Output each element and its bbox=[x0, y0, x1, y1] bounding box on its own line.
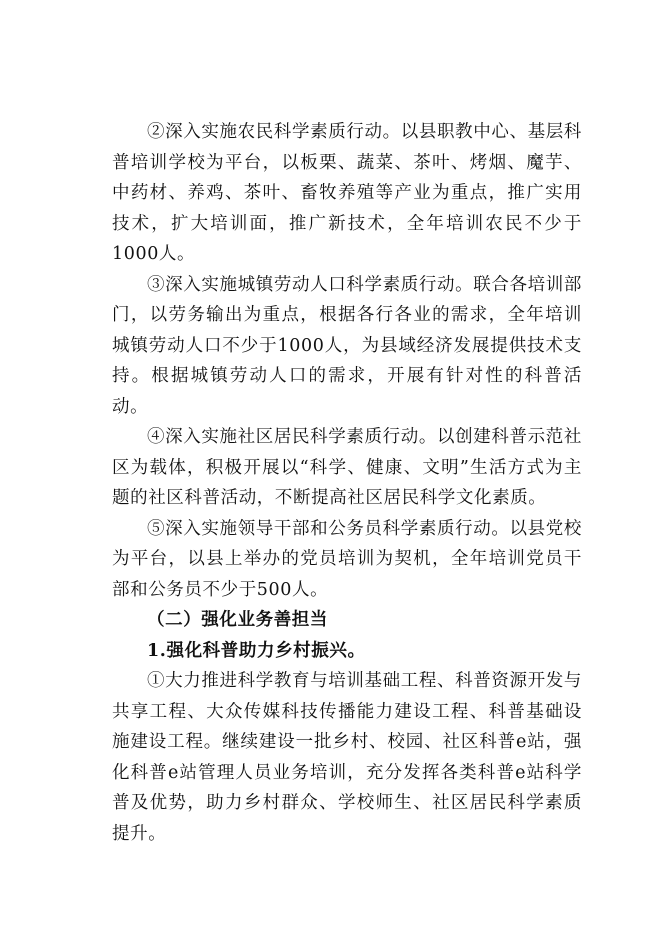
paragraph-farmers-literacy: ②深入实施农民科学素质行动。以县职教中心、基层科普培训学校为平台，以板栗、蔬菜、茶叶、烤烟、魔芋、中药材、养鸡、茶叶、畜牧养殖等产业为重点，推广实用技术，扩大培训面，推广新技术，全年培训农民不少于1000人。 bbox=[112, 122, 582, 264]
document-body bbox=[112, 117, 582, 849]
paragraph-science-education-projects: ①大力推进科学教育与培训基础工程、科普资源开发与共享工程、大众传媒科技传播能力建设工程、科普基础设施建设工程。继续建设一批乡村、校园、社区科普e站，强化科普e站管理人员业务培训，充分发挥各类科普e站科学普及优势，助力乡村群众、学校师生、社区居民科学素质提升。 bbox=[112, 671, 582, 844]
subsection-heading: 1.强化科普助力乡村振兴。 bbox=[147, 640, 366, 661]
paragraph-community-residents-literacy: ④深入实施社区居民科学素质行动。以创建科普示范社区为载体，积极开展以“科学、健康、文明”生活方式为主题的社区科普活动，不断提高社区居民科学文化素质。 bbox=[112, 427, 582, 508]
section-heading: （二）强化业务善担当 bbox=[147, 610, 328, 630]
paragraph-officials-literacy: ⑤深入实施领导干部和公务员科学素质行动。以县党校为平台，以县上举办的党员培训为契机，全年培训党员干部和公务员不少于500人。 bbox=[112, 518, 582, 600]
paragraph-urban-labor-literacy: ③深入实施城镇劳动人口科学素质行动。联合各培训部门，以劳务输出为重点，根据各行各业的需求，全年培训城镇劳动人口不少于1000人，为县域经济发展提供技术支持。根据城镇劳动人口的需求，开展有针对性的科普活动。 bbox=[112, 274, 582, 417]
